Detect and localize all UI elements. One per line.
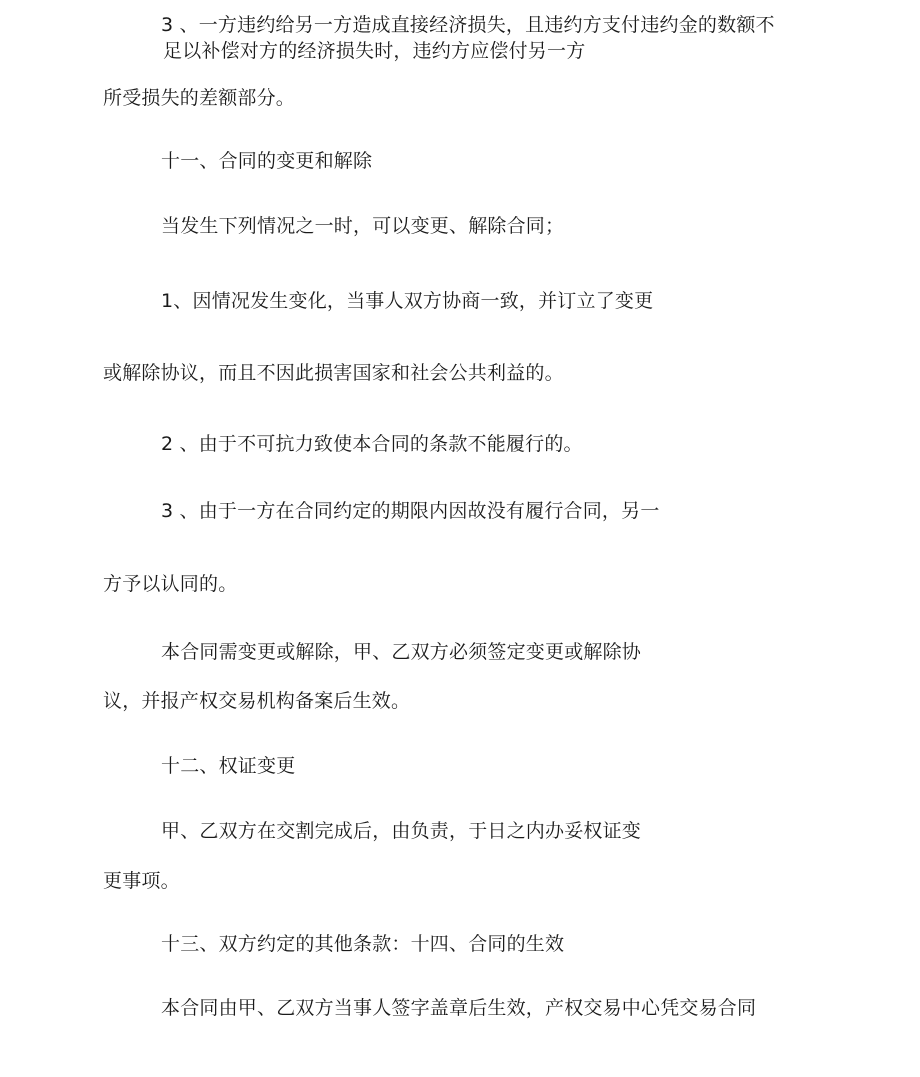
section-11-item-3-line-1: 3 、由于一方在合同约定的期限内因故没有履行合同，另一	[161, 500, 660, 522]
section-14-body-line-1: 本合同由甲、乙双方当事人签字盖章后生效，产权交易中心凭交易合同	[161, 997, 757, 1019]
section-11-closing-line-2: 议，并报产权交易机构备案后生效。	[103, 690, 411, 712]
section-11-intro: 当发生下列情况之一时，可以变更、解除合同；	[161, 215, 565, 237]
section-11-item-1-line-1: 1、因情况发生变化，当事人双方协商一致，并订立了变更	[161, 290, 654, 312]
section-12-body-line-2: 更事项。	[103, 870, 180, 892]
clause-3-breach-line-2: 足以补偿对方的经济损失时，违约方应偿付另一方	[163, 40, 586, 62]
section-13-14-heading: 十三、双方约定的其他条款：十四、合同的生效	[161, 933, 565, 955]
section-11-item-2: 2 、由于不可抗力致使本合同的条款不能履行的。	[161, 433, 583, 455]
section-11-item-3-line-2: 方予以认同的。	[103, 573, 238, 595]
clause-3-breach-line-1: 3 、一方违约给另一方造成直接经济损失，且违约方支付违约金的数额不	[161, 14, 775, 36]
clause-3-breach-line-3: 所受损失的差额部分。	[103, 87, 296, 109]
section-11-heading: 十一、合同的变更和解除	[161, 150, 373, 172]
section-11-item-1-line-2: 或解除协议，而且不因此损害国家和社会公共利益的。	[103, 362, 564, 384]
section-12-body-line-1: 甲、乙双方在交割完成后，由负责，于日之内办妥权证变	[161, 820, 642, 842]
section-11-closing-line-1: 本合同需变更或解除，甲、乙双方必须签定变更或解除协	[161, 641, 642, 663]
section-12-heading: 十二、权证变更	[161, 755, 296, 777]
